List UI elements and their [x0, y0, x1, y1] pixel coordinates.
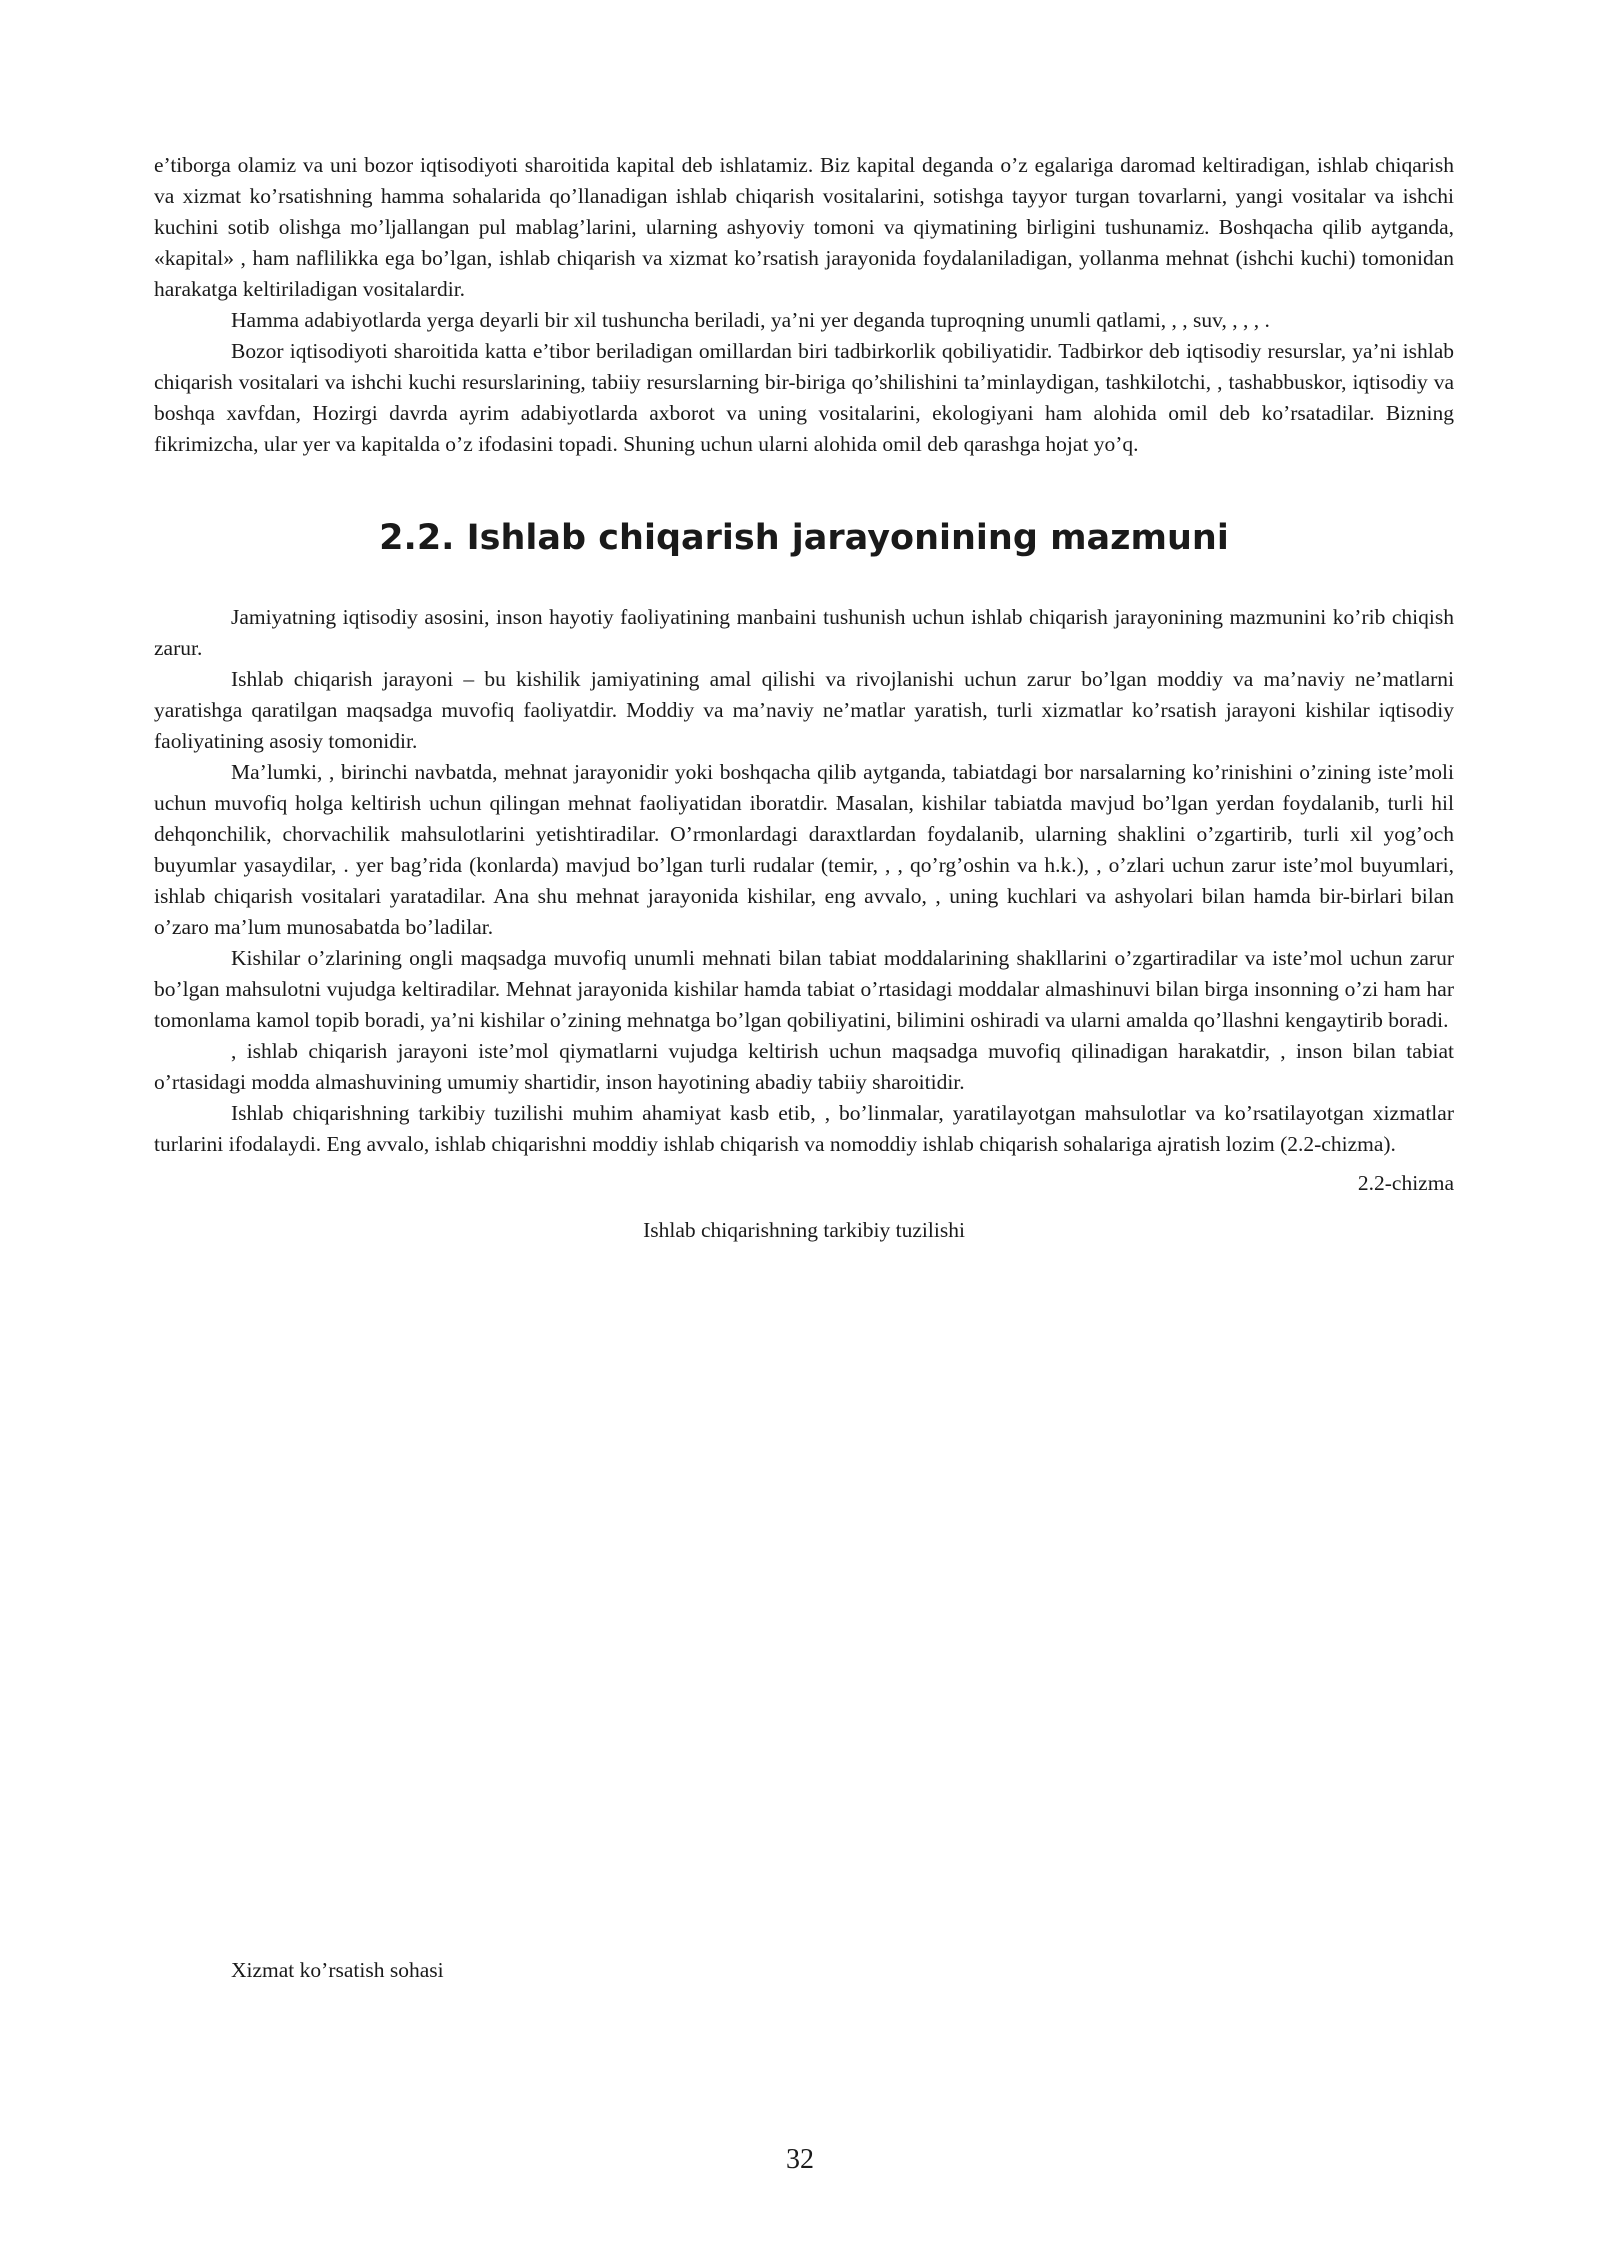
section-heading-block [154, 516, 1454, 560]
section-intro [154, 150, 1454, 460]
paragraph: Jamiyatning iqtisodiy asosini, inson hayotiy faoliyatining manbaini tushunish uchun ishlab chiqarish jarayonining mazmunini ko’rib chiqish zarur. [154, 605, 1454, 660]
paragraph: e’tiborga olamiz va uni bozor iqtisodiyoti sharoitida kapital deb ishlatamiz. Biz kapital deganda o’z egalariga daromad keltiradigan, ishlab chiqarish va xizmat ko’rsatishning hamma sohalarida qo’llanadigan ishlab chiqarish vositalarini, sotishga tayyor turgan tovarlarni, yangi vositalar va ishchi kuchini sotib olishga mo’ljallangan pul mablag’larini, ularning ashyoviy tomoni va qiymatining birligini tushunamiz. Boshqacha qilib aytganda, «kapital» , ham naflilikka ega bo’lgan, ishlab chiqarish va xizmat ko’rsatish jarayonida foydalaniladigan, yollanma mehnat (ishchi kuchi) tomonidan harakatga keltiriladigan vositalardir. [154, 153, 1454, 301]
paragraph: Kishilar o’zlarining ongli maqsadga muvofiq unumli mehnati bilan tabiat moddalarining shakllarini o’zgartiradilar va iste’mol uchun zarur bo’lgan mahsulotni vujudga keltiradilar. Mehnat jarayonida kishilar hamda tabiat o’rtasidagi moddalar almashinuvi bilan birga insonning o’zi ham har tomonlama kamol topib boradi, ya’ni kishilar o’zining mehnatga bo’lgan qobiliyatini, bilimini oshiradi va ularni amalda qo’llashni kengaytirib boradi. [154, 946, 1454, 1032]
section-heading: 2.2. Ishlab chiqarish jarayonining mazmuni [379, 518, 1229, 558]
page-number: 32 [786, 2144, 814, 2175]
paragraph: Hamma adabiyotlarda yerga deyarli bir xil tushuncha beriladi, ya’ni yer deganda tuproqning unumli qatlami, , , suv, , , , . [231, 308, 1270, 332]
section-body [154, 602, 1454, 1160]
paragraph: , ishlab chiqarish jarayoni iste’mol qiymatlarni vujudga keltirish uchun maqsadga muvofiq qilinadigan harakatdir, , inson bilan tabiat o’rtasidagi modda almashuvining umumiy shartidir, inson hayotining abadiy tabiiy sharoitidir. [154, 1039, 1454, 1094]
paragraph: Ma’lumki, , birinchi navbatda, mehnat jarayonidir yoki boshqacha qilib aytganda, tabiatdagi bor narsalarning ko’rinishini o’zining iste’moli uchun muvofiq holga keltirish uchun qilingan mehnat faoliyatidan iboratdir. Masalan, kishilar tabiatda mavjud bo’lgan yerdan foydalanib, turli hil dehqonchilik, chorvachilik mahsulotlarini yetishtiradilar. O’rmonlardagi daraxtlardan foydalanib, ularning shaklini o’zgartirib, turli xil yog’och buyumlar yasaydilar, . yer bag’rida (konlarda) mavjud bo’lgan turli rudalar (temir, , , qo’rg’oshin va h.k.), , o’zlari uchun zarur iste’mol buyumlari, ishlab chiqarish vositalari yaratadilar. Ana shu mehnat jarayonida kishilar, eng avvalo, , uning kuchlari va ashyolari bilan hamda bir-birlari bilan o’zaro ma’lum munosabatda bo’ladilar. [154, 760, 1454, 939]
paragraph: Ishlab chiqarish jarayoni – bu kishilik jamiyatining amal qilishi va rivojlanishi uchun zarur bo’lgan moddiy va ma’naviy ne’matlarni yaratishga qaratilgan maqsadga muvofiq faoliyatdir. Moddiy va ma’naviy ne’matlar yaratish, turli xizmatlar ko’rsatish jarayoni kishilar iqtisodiy faoliyatining asosiy tomonidir. [154, 667, 1454, 753]
page-content [154, 150, 1454, 1246]
diagram-area [154, 1440, 1454, 1980]
diagram-label: Xizmat ko’rsatish sohasi [231, 1958, 444, 1982]
paragraph: Bozor iqtisodiyoti sharoitida katta e’tibor beriladigan omillardan biri tadbirkorlik qobiliyatidir. Tadbirkor deb iqtisodiy resurslar, ya’ni ishlab chiqarish vositalari va ishchi kuchi resurslarining, tabiiy resurslarning bir-biriga qo’shilishini ta’minlaydigan, tashkilotchi, , tashabbuskor, iqtisodiy va boshqa xavfdan, Hozirgi davrda ayrim adabiyotlarda axborot va uning vositalarini, ekologiyani ham alohida omil deb ko’rsatadilar. Bizning fikrimizcha, ular yer va kapitalda o’z ifodasini topadi. Shuning uchun ularni alohida omil deb qarashga hojat yo’q. [154, 339, 1454, 456]
figure-caption: Ishlab chiqarishning tarkibiy tuzilishi [643, 1218, 965, 1242]
figure-number: 2.2-chizma [1357, 1171, 1454, 1195]
paragraph: Ishlab chiqarishning tarkibiy tuzilishi muhim ahamiyat kasb etib, , bo’linmalar, yaratilayotgan mahsulotlar va ko’rsatilayotgan xizmatlar turlarini ifodalaydi. Eng avvalo, ishlab chiqarishni moddiy ishlab chiqarish va nomoddiy ishlab chiqarish sohalariga ajratish lozim (2.2-chizma). [154, 1101, 1454, 1156]
